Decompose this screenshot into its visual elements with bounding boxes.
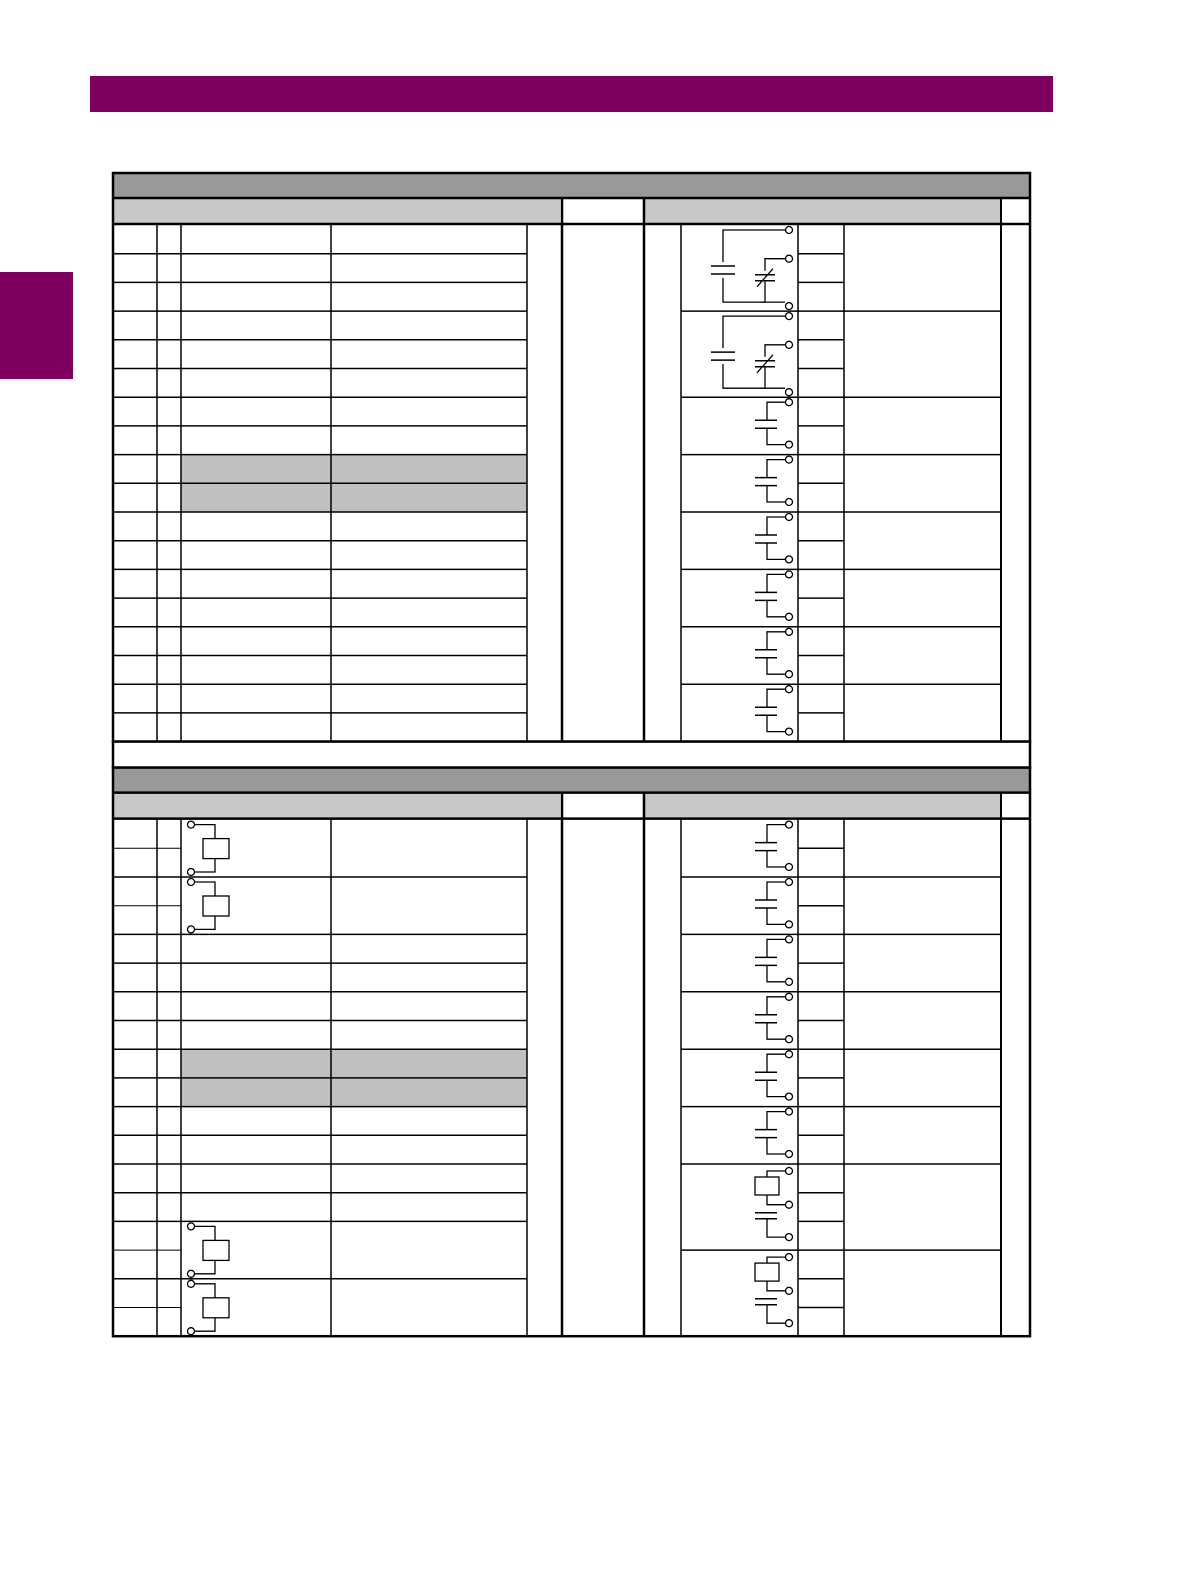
section-title-bar bbox=[113, 173, 1030, 198]
form-a-contact-icon bbox=[755, 628, 793, 677]
section-2 bbox=[113, 768, 1030, 1337]
right-table-header bbox=[644, 794, 1001, 818]
shaded-row bbox=[181, 1078, 527, 1107]
form-a-contact-icon bbox=[755, 1051, 793, 1100]
form-a-contact-icon bbox=[755, 514, 793, 563]
form-c-contact-icon bbox=[711, 313, 793, 396]
section-1 bbox=[113, 173, 1030, 742]
section-spacer bbox=[113, 742, 1030, 768]
form-a-contact-icon bbox=[755, 993, 793, 1042]
left-table-header bbox=[113, 794, 560, 818]
form-a-contact-icon bbox=[755, 879, 793, 928]
contact-with-coil-icon bbox=[755, 1254, 793, 1327]
shaded-row bbox=[181, 483, 527, 512]
contact-with-coil-icon bbox=[755, 1168, 793, 1241]
form-a-contact-icon bbox=[755, 1108, 793, 1157]
form-a-contact-icon bbox=[755, 936, 793, 985]
form-c-contact-icon bbox=[711, 227, 793, 310]
right-table-header bbox=[644, 199, 1001, 223]
form-a-contact-icon bbox=[755, 821, 793, 870]
left-table-header bbox=[113, 199, 560, 223]
form-a-contact-icon bbox=[755, 686, 793, 735]
form-a-contact-icon bbox=[755, 456, 793, 505]
shaded-row bbox=[181, 1049, 527, 1078]
section-title-bar bbox=[113, 768, 1030, 793]
shaded-row bbox=[181, 455, 527, 484]
form-a-contact-icon bbox=[755, 399, 793, 448]
form-a-contact-icon bbox=[755, 571, 793, 620]
